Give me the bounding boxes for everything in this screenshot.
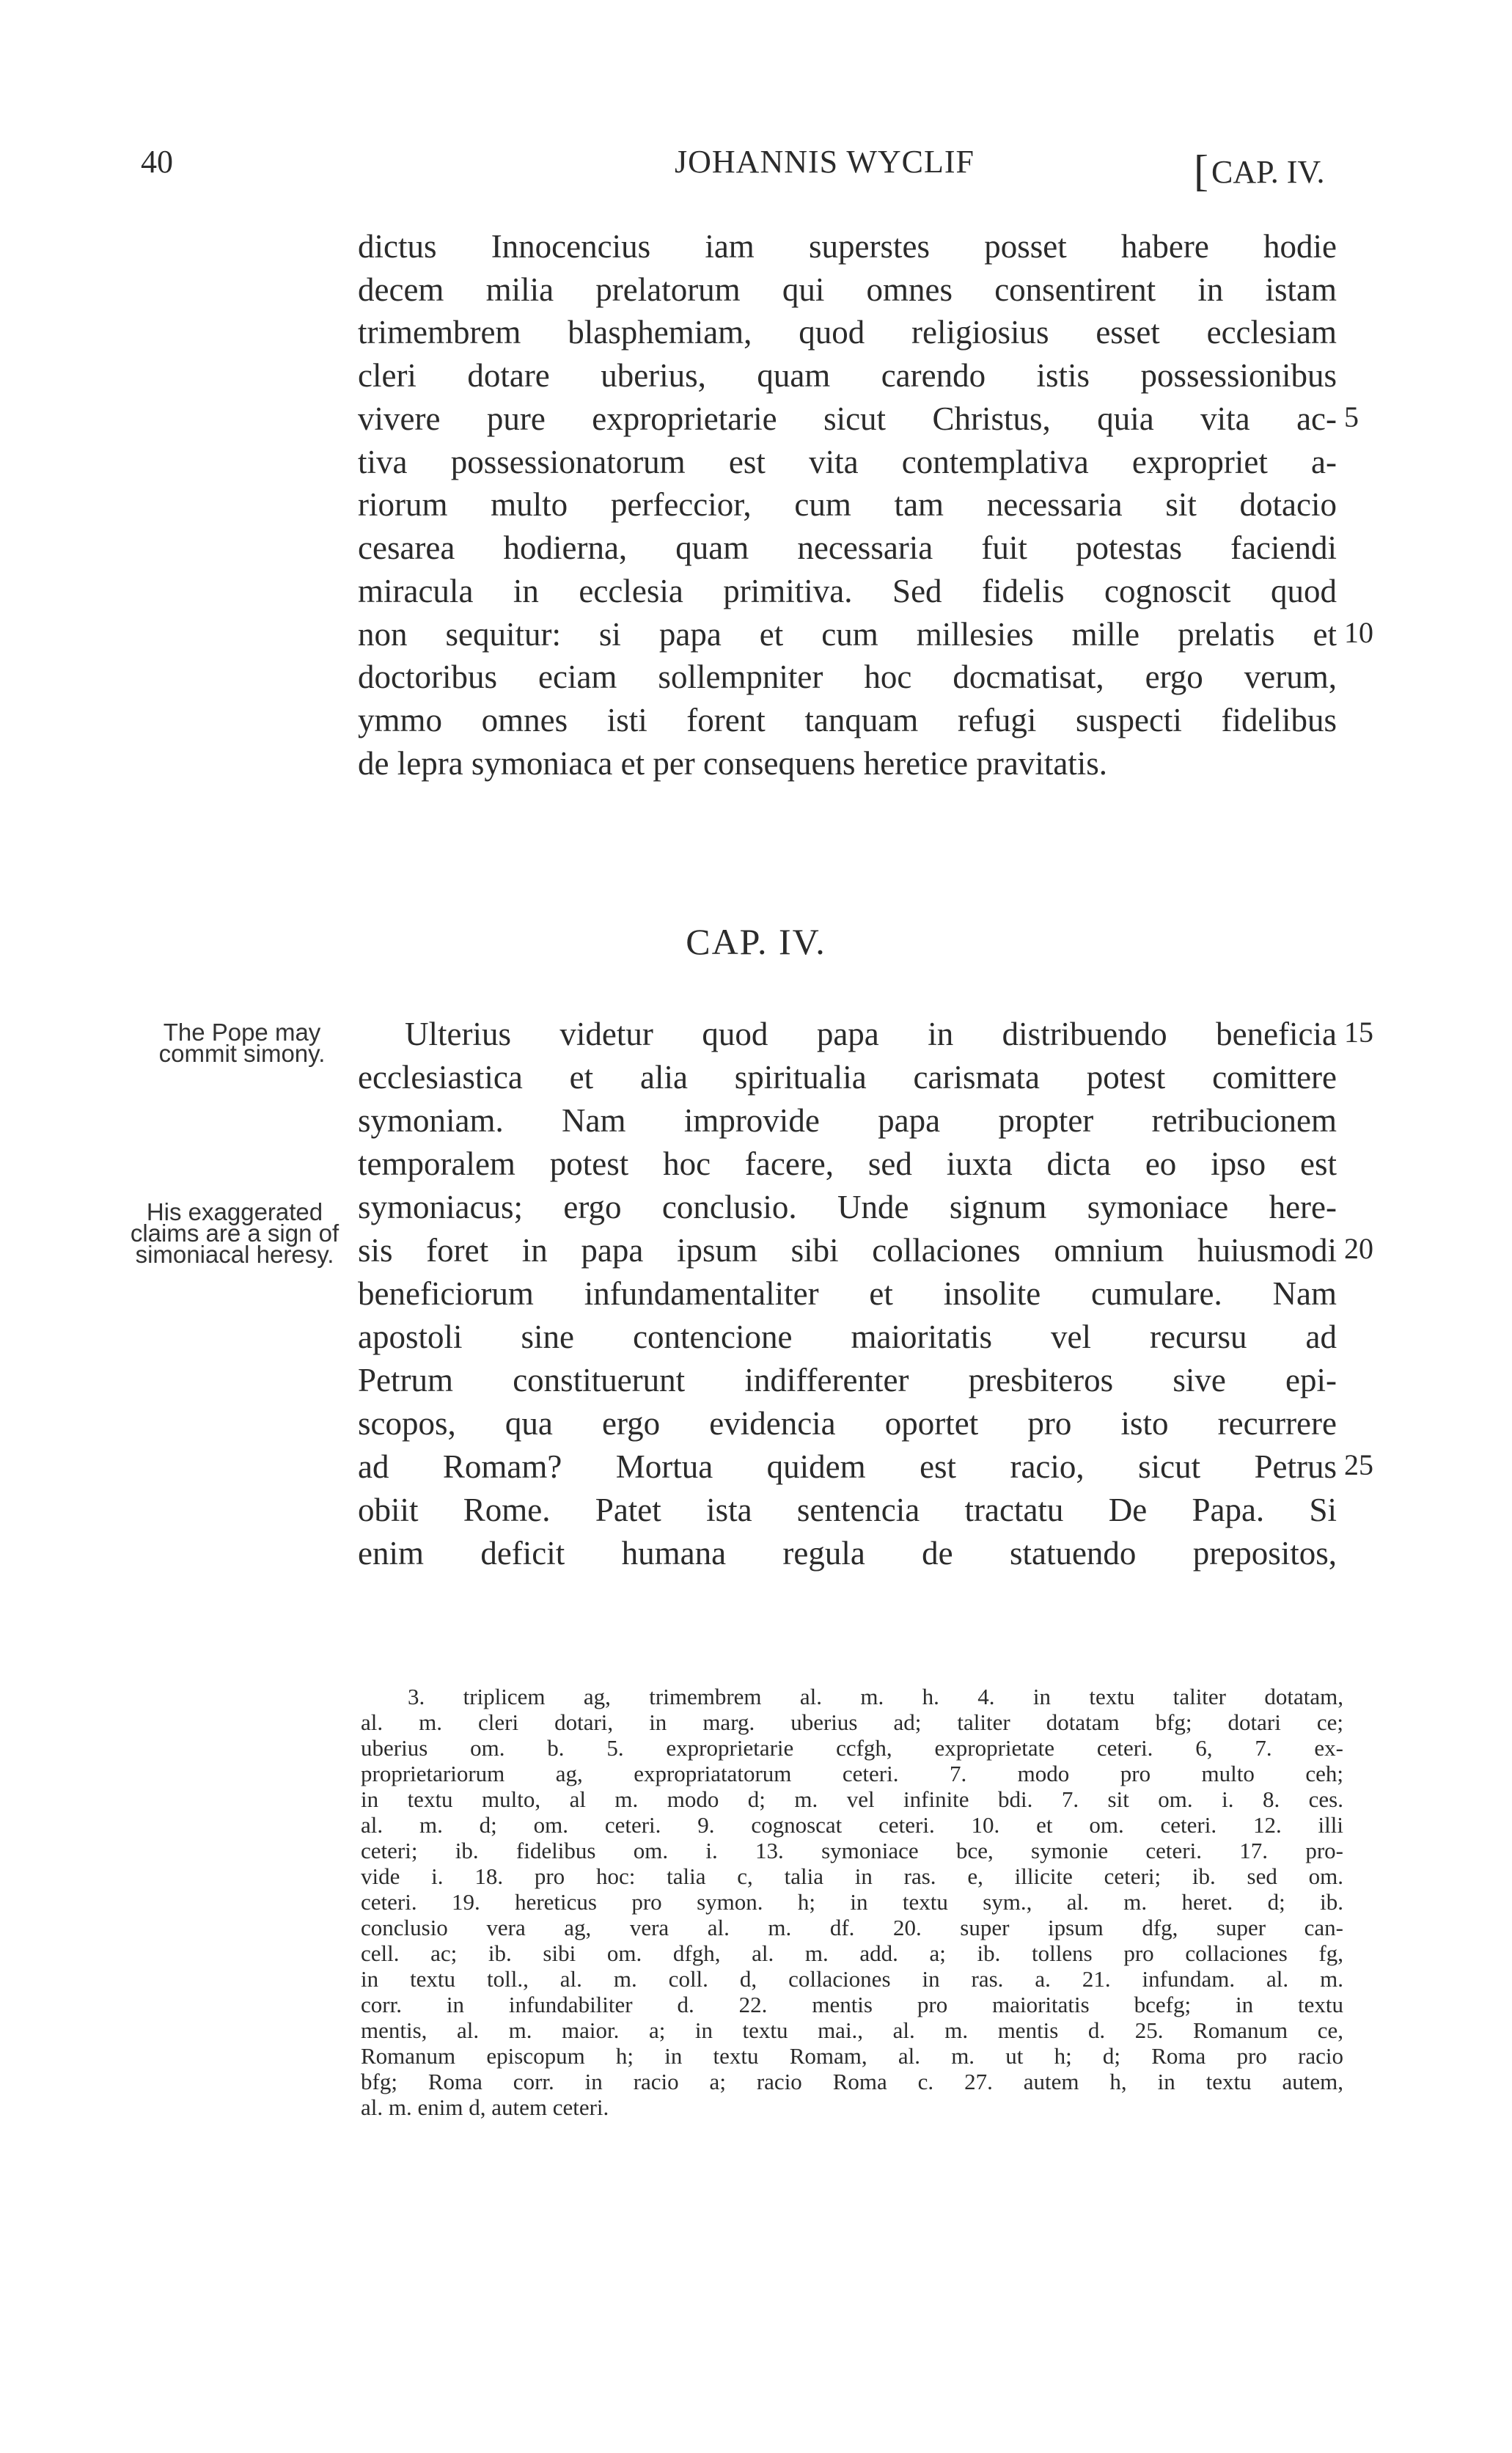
footnote-line: Romanum episcopum h; in textu Romam, al. m. ut h; d; Roma pro racio <box>361 2043 1343 2069</box>
header-chapter-label: CAP. IV. <box>1211 154 1325 190</box>
body-line: Ulterius videtur quod papa in distribuendo beneficia <box>405 1016 1337 1052</box>
body-line: temporalem potest hoc facere, sed iuxta dicta eo ipso est <box>358 1145 1337 1182</box>
body-line: beneficiorum infundamentaliter et insolite cumulare. Nam <box>358 1275 1337 1312</box>
footnote-line: al. m. cleri dotari, in marg. uberius ad; taliter dotatam bfg; dotari ce; <box>361 1709 1343 1735</box>
body-line: apostoli sine contencione maioritatis vel recursu ad <box>358 1319 1337 1355</box>
page-number: 40 <box>141 144 173 180</box>
body-line: obiit Rome. Patet ista sentencia tractatu De Papa. Si <box>358 1492 1337 1528</box>
line-number: 20 <box>1344 1232 1373 1265</box>
body-line: ecclesiastica et alia spiritualia carismata potest comittere <box>358 1059 1337 1096</box>
body-line: decem milia prelatorum qui omnes consentirent in istam <box>358 271 1337 308</box>
margin-note: The Pope may commit simony. <box>158 1019 326 1067</box>
body-line: de lepra symoniaca et per consequens heretice pravitatis. <box>358 745 1108 782</box>
footnote-line: proprietariorum ag, expropriatatorum ceteri. 7. modo pro multo ceh; <box>361 1761 1343 1786</box>
body-line: sis foret in papa ipsum sibi collaciones omnium huiusmodi <box>358 1232 1337 1269</box>
line-number: 25 <box>1344 1448 1373 1481</box>
chapter-heading: CAP. IV. <box>686 921 826 962</box>
footnote-line: uberius om. b. 5. exproprietarie ccfgh, exproprietate ceteri. 6, 7. ex- <box>361 1735 1343 1761</box>
line-number: 10 <box>1344 616 1373 649</box>
line-number: 5 <box>1344 400 1359 433</box>
footnote-line: al. m. d; om. ceteri. 9. cognoscat ceteri. 10. et om. ceteri. 12. illi <box>361 1812 1343 1838</box>
footnote-line: cell. ac; ib. sibi om. dfgh, al. m. add. a; ib. tollens pro collaciones fg, <box>361 1940 1343 1966</box>
body-line: miracula in ecclesia primitiva. Sed fidelis cognoscit quod <box>358 573 1337 609</box>
body-line: symoniam. Nam improvide papa propter retribucionem <box>358 1102 1337 1139</box>
footnote-line: mentis, al. m. maior. a; in textu mai., al. m. mentis d. 25. Romanum ce, <box>361 2017 1343 2043</box>
body-line: cleri dotare uberius, quam carendo istis possessionibus <box>358 357 1337 394</box>
body-line: ymmo omnes isti forent tanquam refugi suspecti fidelibus <box>358 702 1337 738</box>
body-line: scopos, qua ergo evidencia oportet pro isto recurrere <box>358 1405 1337 1442</box>
footnote-line: al. m. enim d, autem ceteri. <box>361 2094 609 2120</box>
running-title: JOHANNIS WYCLIF <box>675 144 975 180</box>
line-number: 15 <box>1344 1016 1373 1049</box>
body-line: Petrum constituerunt indifferenter presbiteros sive epi- <box>358 1362 1337 1398</box>
footnote-line: in textu toll., al. m. coll. d, collaciones in ras. a. 21. infundam. al. m. <box>361 1966 1343 1992</box>
body-line: vivere pure exproprietarie sicut Christus, quia vita ac- <box>358 400 1337 437</box>
body-line: trimembrem blasphemiam, quod religiosius esset ecclesiam <box>358 314 1337 351</box>
footnote-line: vide i. 18. pro hoc: talia c, talia in ras. e, illicite ceteri; ib. sed om. <box>361 1863 1343 1889</box>
header-bracket: [ <box>1194 147 1208 195</box>
body-line: dictus Innocencius iam superstes posset habere hodie <box>358 228 1337 265</box>
footnote-line: bfg; Roma corr. in racio a; racio Roma c. 27. autem h, in textu autem, <box>361 2069 1343 2094</box>
margin-note: His exaggerated claims are a sign of simoniacal heresy. <box>130 1198 340 1268</box>
body-line: enim deficit humana regula de statuendo prepositos, <box>358 1535 1337 1572</box>
body-line: tiva possessionatorum est vita contemplativa expropriet a- <box>358 444 1337 480</box>
body-line: ad Romam? Mortua quidem est racio, sicut Petrus <box>358 1448 1337 1485</box>
body-line: cesarea hodierna, quam necessaria fuit potestas faciendi <box>358 529 1337 566</box>
body-line: non sequitur: si papa et cum millesies mille prelatis et <box>358 616 1337 653</box>
body-line: symoniacus; ergo conclusio. Unde signum symoniace here- <box>358 1189 1337 1225</box>
footnote-line: in textu multo, al m. modo d; m. vel infinite bdi. 7. sit om. i. 8. ces. <box>361 1786 1343 1812</box>
footnote-line: corr. in infundabiliter d. 22. mentis pro maioritatis bcefg; in textu <box>361 1992 1343 2017</box>
running-chapter <box>1194 143 1324 194</box>
body-line: doctoribus eciam sollempniter hoc docmatisat, ergo verum, <box>358 659 1337 695</box>
footnote-line: ceteri. 19. hereticus pro symon. h; in textu sym., al. m. heret. d; ib. <box>361 1889 1343 1915</box>
footnote-line: 3. triplicem ag, trimembrem al. m. h. 4. in textu taliter dotatam, <box>408 1684 1343 1709</box>
body-line: riorum multo perfeccior, cum tam necessaria sit dotacio <box>358 486 1337 523</box>
footnote-line: conclusio vera ag, vera al. m. df. 20. super ipsum dfg, super can- <box>361 1915 1343 1940</box>
footnote-line: ceteri; ib. fidelibus om. i. 13. symoniace bce, symonie ceteri. 17. pro- <box>361 1838 1343 1863</box>
